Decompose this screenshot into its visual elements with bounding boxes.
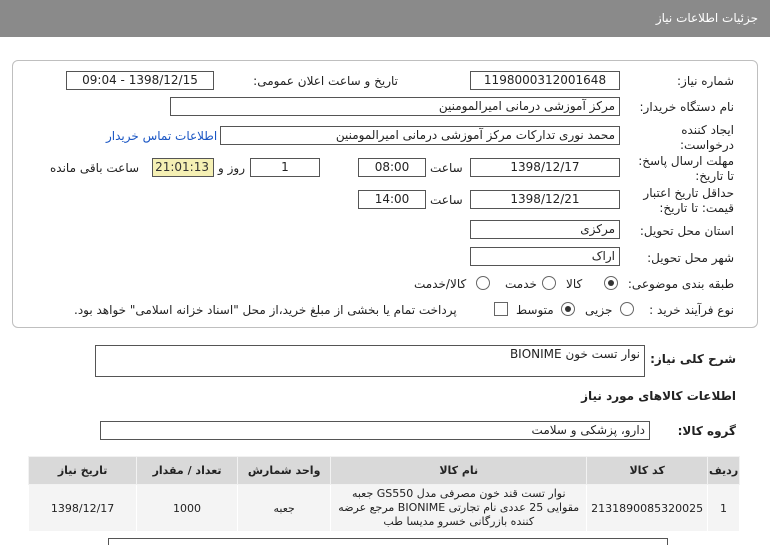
treasury-payment-note: پرداخت تمام یا بخشی از مبلغ خرید،از محل "اسناد خزانه اسلامی" خواهد بود. — [74, 303, 457, 317]
need-number-field: 1198000312001648 — [470, 71, 620, 90]
deadline-label-line2: تا تاریخ: — [695, 169, 734, 183]
goods-group-field: دارو، پزشکی و سلامت — [100, 421, 650, 440]
city-field: اراک — [470, 247, 620, 266]
category-radio-goods[interactable] — [604, 276, 618, 290]
row-unit: جعبه — [237, 485, 330, 532]
goods-group-label: گروه کالا: — [677, 424, 736, 438]
deadline-time-label: ساعت — [430, 161, 463, 175]
page-title: جزئیات اطلاعات نیاز — [0, 0, 770, 37]
city-label: شهر محل تحویل: — [647, 251, 734, 265]
goods-table — [28, 456, 740, 532]
creator-field: محمد نوری تدارکات مرکز آموزشی درمانی امیرالمومنین — [220, 126, 620, 145]
deadline-time-field: 08:00 — [358, 158, 426, 177]
category-label: طبقه بندی موضوعی: — [627, 277, 734, 291]
row-index: 1 — [708, 485, 740, 532]
treasury-payment-checkbox[interactable] — [494, 302, 508, 316]
creator-label-line1: ایجاد کننده — [681, 123, 734, 137]
validity-date-field: 1398/12/21 — [470, 190, 620, 209]
buyer-contact-link[interactable]: اطلاعات تماس خریدار — [106, 129, 218, 143]
col-index: ردیف — [708, 457, 740, 485]
next-section-box — [108, 538, 668, 545]
deadline-label-line1: مهلت ارسال پاسخ: — [638, 154, 734, 168]
category-option-service: خدمت — [505, 277, 537, 291]
row-qty: 1000 — [137, 485, 238, 532]
process-option-minor: جزیی — [585, 303, 613, 317]
creator-label-line2: درخواست: — [680, 138, 734, 152]
remaining-time-label: ساعت باقی مانده — [50, 161, 140, 175]
validity-time-label: ساعت — [430, 193, 463, 207]
process-radio-minor[interactable] — [620, 302, 634, 316]
remaining-time-field: 21:01:13 — [152, 158, 214, 177]
summary-label: شرح کلی نیاز: — [650, 352, 736, 366]
col-name: نام کالا — [331, 457, 587, 485]
announce-label: تاریخ و ساعت اعلان عمومی: — [253, 74, 398, 88]
process-radio-medium[interactable] — [561, 302, 575, 316]
category-radio-goods-service[interactable] — [476, 276, 490, 290]
category-option-goods: کالا — [566, 277, 583, 291]
category-radio-service[interactable] — [542, 276, 556, 290]
col-code: کد کالا — [587, 457, 708, 485]
goods-info-heading: اطلاعات کالاهای مورد نیاز — [581, 389, 736, 403]
col-unit: واحد شمارش — [237, 457, 330, 485]
buyer-field: مرکز آموزشی درمانی امیرالمومنین — [170, 97, 620, 116]
col-date: تاریخ نیاز — [29, 457, 137, 485]
process-option-medium: متوسط — [516, 303, 554, 317]
deadline-date-field: 1398/12/17 — [470, 158, 620, 177]
need-number-label: شماره نیاز: — [677, 74, 734, 88]
announce-field: 1398/12/15 - 09:04 — [66, 71, 214, 90]
row-date: 1398/12/17 — [29, 485, 137, 532]
validity-time-field: 14:00 — [358, 190, 426, 209]
col-qty: تعداد / مقدار — [137, 457, 238, 485]
row-name: نوار تست قند خون مصرفی مدل GS550 جعبه مقوایی 25 عددی نام تجارتی BIONIME مرجع عرضه کننده بازرگانی خسرو مدیسا طب — [331, 485, 587, 532]
province-field: مرکزی — [470, 220, 620, 239]
category-option-goods-service: کالا/خدمت — [414, 277, 467, 291]
summary-field: نوار تست خون BIONIME — [95, 345, 645, 377]
goods-table-header — [29, 457, 740, 485]
validity-label-line1: حداقل تاریخ اعتبار — [643, 186, 734, 200]
process-label: نوع فرآیند خرید : — [649, 303, 734, 317]
validity-label-line2: قیمت: تا تاریخ: — [659, 201, 734, 215]
province-label: استان محل تحویل: — [639, 224, 734, 238]
table-row — [29, 485, 740, 532]
days-field: 1 — [250, 158, 320, 177]
buyer-label: نام دستگاه خریدار: — [639, 100, 734, 114]
row-code: 2131890085320025 — [587, 485, 708, 532]
days-label: روز و — [218, 161, 245, 175]
